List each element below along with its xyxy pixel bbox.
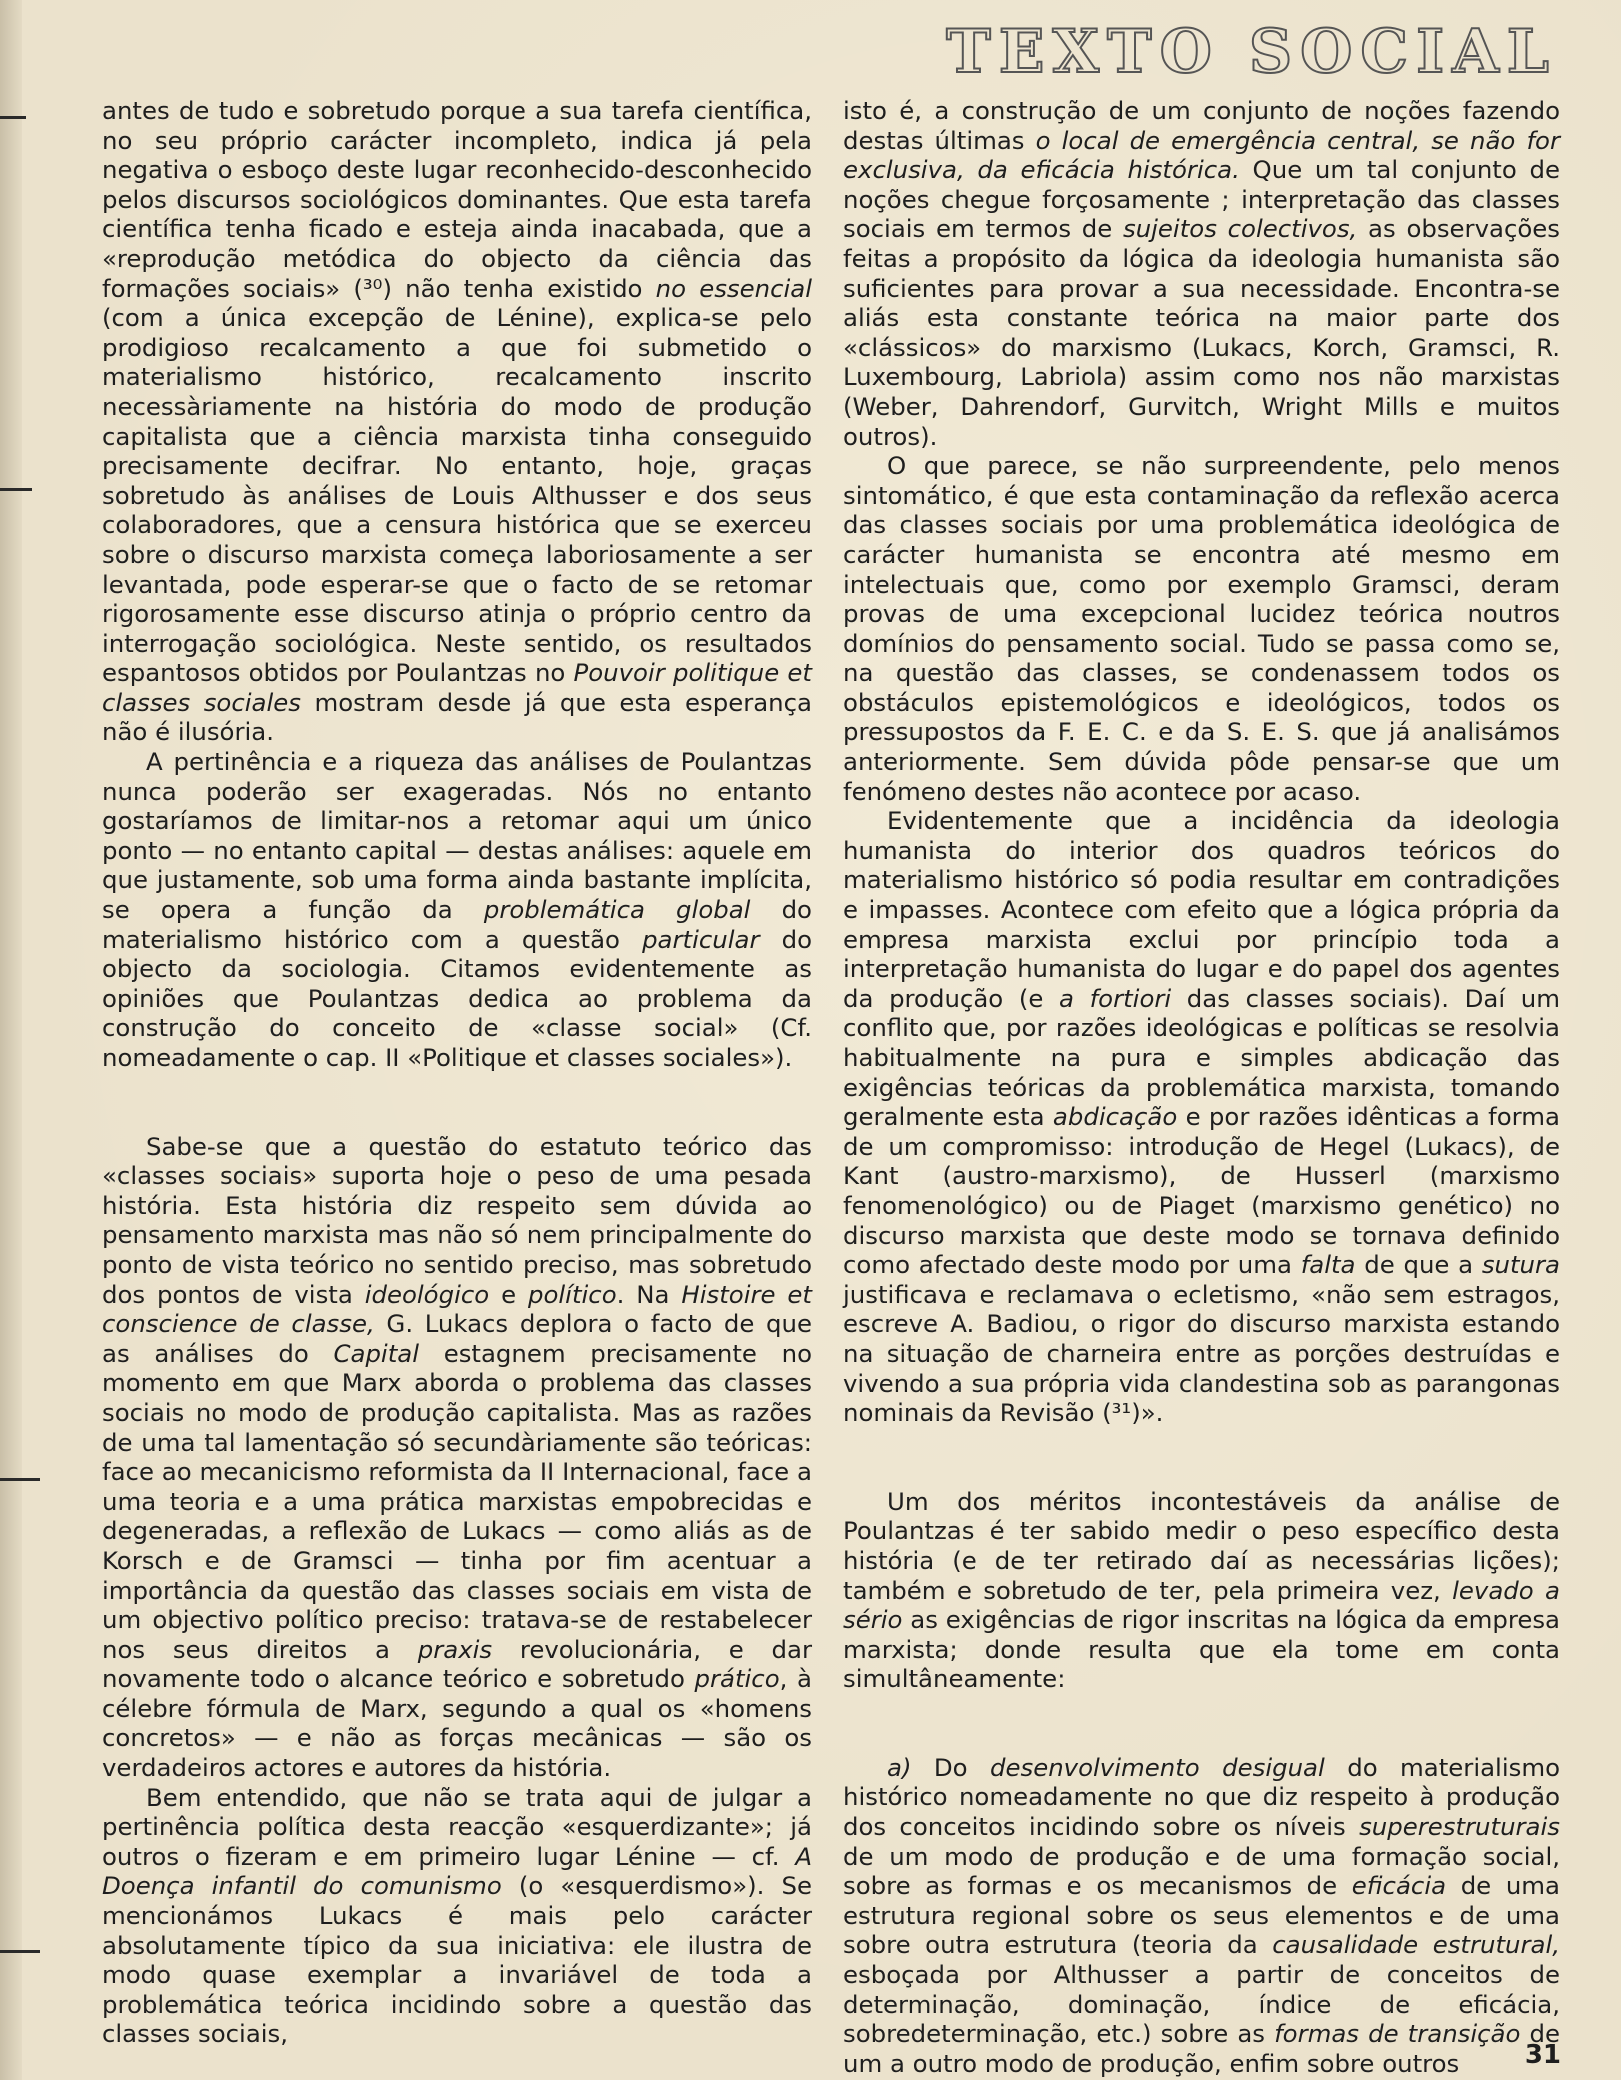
- page-number: 31: [1524, 2040, 1561, 2070]
- paragraph: Bem entendido, que não se trata aqui de julgar a pertinência política desta reacção «esquerdizante»; já outros o fizeram e em primeiro lugar Lénine — cf. A Doença infantil do comunismo (o «esquerdismo»). Se mencionámos Lukacs é mais pelo carácter absolutamente típico da sua iniciativa: ele ilustra de modo quase exemplar a invariável de toda a problemática teórica incidindo sobre a questão das classes sociais,: [102, 1782, 812, 2049]
- edge-mark: [0, 116, 26, 119]
- left-column: [102, 96, 812, 2049]
- paragraph: A pertinência e a riqueza das análises de Poulantzas nunca poderão ser exageradas. Nós no entanto gostaríamos de limitar-nos a retomar aqui um único ponto — no entanto capital — destas análises: aquele em que justamente, sob uma forma ainda bastante implícita, se opera a função da problemática global do materialismo histórico com a questão particular do objecto da sociologia. Citamos evidentemente as opiniões que Poulantzas dedica ao problema da construção do conceito de «classe social» (Cf. nomeadamente o cap. II «Politique et classes sociales»).: [102, 747, 812, 1072]
- paragraph: Um dos méritos incontestáveis da análise de Poulantzas é ter sabido medir o peso específico desta história (e de ter retirado daí as necessárias lições); também e sobretudo de ter, pela primeira vez, levado a sério as exigências de rigor inscritas na lógica da empresa marxista; donde resulta que ela tome em conta simultâneamente:: [843, 1486, 1560, 1694]
- edge-mark: [0, 1478, 40, 1481]
- edge-mark: [0, 1950, 40, 1953]
- paragraph: Evidentemente que a incidência da ideologia humanista do interior dos quadros teóricos do materialismo histórico só podia resultar em contradições e impasses. Acontece com efeito que a lógica própria da empresa marxista exclui por princípio toda a interpretação humanista do lugar e do papel dos agentes da produção (e a fortiori das classes sociais). Daí um conflito que, por razões ideológicas e políticas se resolvia habitualmente na pura e simples abdicação das exigências teóricas da problemática marxista, tomando geralmente esta abdicação e por razões idênticas a forma de um compromisso: introdução de Hegel (Lukacs), de Kant (austro-marxismo), de Husserl (marxismo fenomenológico) ou de Piaget (marxismo genético) no discurso marxista que deste modo se tornava definido como afectado deste modo por uma falta de que a sutura justificava e reclamava o ecletismo, «não sem estragos, escreve A. Badiou, o rigor do discurso marxista estando na situação de charneira entre as porções destruídas e vivendo a sua própria vida clandestina sob as parangonas nominais da Revisão (³¹)».: [843, 806, 1560, 1428]
- paragraph: antes de tudo e sobretudo porque a sua tarefa científica, no seu próprio carácter incompleto, indica já pela negativa o esboço deste lugar reconhecido-desconhecido pelos discursos sociológicos dominantes. Que esta tarefa científica tenha ficado e esteja ainda inacabada, que a «reprodução metódica do objecto da ciência das formações sociais» (³⁰) não tenha existido no essencial (com a única excepção de Lénine), explica-se pelo prodigioso recalcamento a que foi submetido o materialismo histórico, recalcamento inscrito necessàriamente na história do modo de produção capitalista que a ciência marxista tinha conseguido precisamente decifrar. No entanto, hoje, graças sobretudo às análises de Louis Althusser e dos seus colaboradores, que a censura histórica que se exerceu sobre o discurso marxista começa laboriosamente a ser levantada, pode esperar-se que o facto de se retomar rigorosamente esse discurso atinja o próprio centro da interrogação sociológica. Neste sentido, os resultados espantosos obtidos por Poulantzas no Pouvoir politique et classes sociales mostram desde já que esta esperança não é ilusória.: [102, 96, 812, 747]
- list-item: a) Do desenvolvimento desigual do materialismo histórico nomeadamente no que diz respeito à produção dos conceitos incidindo sobre os níveis superestruturais de um modo de produção e de uma formação social, sobre as formas e os mecanismos de eficácia de uma estrutura regional sobre os seus elementos e de uma sobre outra estrutura (teoria da causalidade estrutural, esboçada por Althusser a partir de conceitos de determinação, dominação, índice de eficácia, sobredeterminação, etc.) sobre as formas de transição de um a outro modo de produção, enfim sobre outros: [843, 1752, 1561, 2078]
- paragraph: isto é, a construção de um conjunto de noções fazendo destas últimas o local de emergência central, se não for exclusiva, da eficácia histórica. Que um tal conjunto de noções chegue forçosamente ; interpretação das classes sociais em termos de sujeitos colectivos, as observações feitas a propósito da lógica da ideologia humanista são suficientes para provar a sua necessidade. Encontra-se aliás esta constante teórica na maior parte dos «clássicos» do marxismo (Lukacs, Korch, Gramsci, R. Luxembourg, Labriola) assim como nos não marxistas (Weber, Dahrendorf, Gurvitch, Wright Mills e muitos outros).: [843, 96, 1561, 451]
- magazine-section-title: TEXTO SOCIAL: [946, 17, 1557, 87]
- page-edge: [0, 0, 22, 2080]
- right-column: [843, 96, 1560, 2078]
- paragraph: O que parece, se não surpreendente, pelo menos sintomático, é que esta contaminação da reflexão acerca das classes sociais por uma problemática ideológica de carácter humanista se encontra até mesmo em intelectuais que, como por exemplo Gramsci, deram provas de uma excepcional lucidez teórica noutros domínios do pensamento social. Tudo se passa como se, na questão das classes, se condenassem todos os obstáculos epistemológicos e ideológicos, todos os pressupostos da F. E. C. e da S. E. S. que já analisámos anteriormente. Sem dúvida pôde pensar-se que um fenómeno destes não acontece por acaso.: [843, 451, 1560, 806]
- edge-mark: [0, 488, 32, 491]
- paragraph: Sabe-se que a questão do estatuto teórico das «classes sociais» suporta hoje o peso de uma pesada história. Esta história diz respeito sem dúvida ao pensamento marxista mas não só nem principalmente do ponto de vista teórico no sentido preciso, mas sobretudo dos pontos de vista ideológico e político. Na Histoire et conscience de classe, G. Lukacs deplora o facto de que as análises do Capital estagnem precisamente no momento em que Marx aborda o problema das classes sociais no modo de produção capitalista. Mas as razões de uma tal lamentação só secundàriamente são teóricas: face ao mecanicismo reformista da II Internacional, face a uma teoria e a uma prática marxistas empobrecidas e degeneradas, a reflexão de Lukacs — como aliás as de Korsch e de Gramsci — tinha por fim acentuar a importância da questão das classes sociais em vista de um objectivo político preciso: tratava-se de restabelecer nos seus direitos a praxis revolucionária, e dar novamente todo o alcance teórico e sobretudo prático, à célebre fórmula de Marx, segundo a qual os «homens concretos» — e não as forças mecânicas — são os verdadeiros actores e autores da história.: [102, 1131, 813, 1783]
